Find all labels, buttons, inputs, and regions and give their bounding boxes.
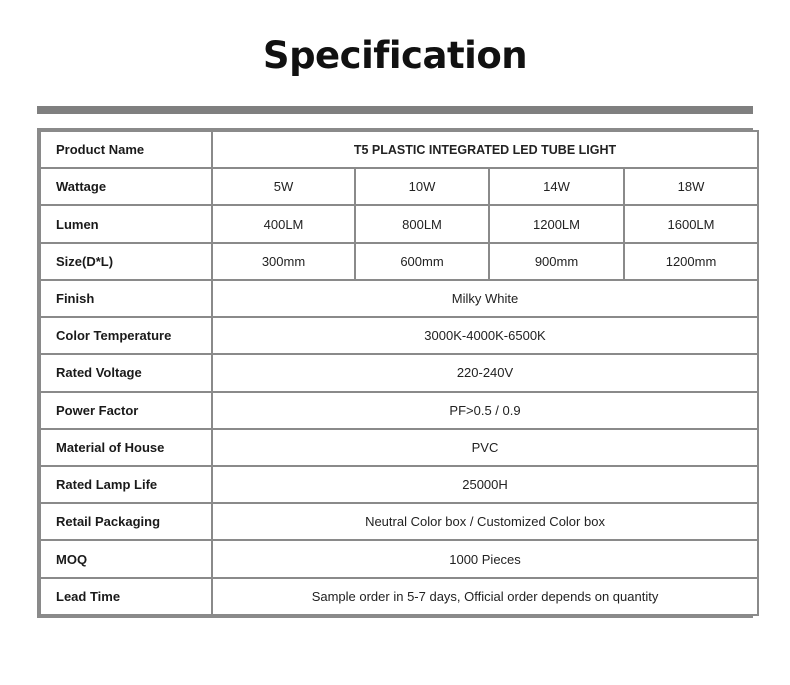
spec-table-frame <box>37 128 753 618</box>
size-cell: 900mm <box>490 244 623 279</box>
table-row-rated-voltage <box>41 355 757 390</box>
table-row-product-name <box>41 132 757 167</box>
table-row-lead-time <box>41 579 757 614</box>
table-row-power-factor <box>41 393 757 428</box>
lumen-cell: 400LM <box>213 206 354 241</box>
packaging-value: Neutral Color box / Customized Color box <box>213 504 757 539</box>
lamp-life-value: 25000H <box>213 467 757 502</box>
row-label: Rated Lamp Life <box>41 467 211 502</box>
row-label: MOQ <box>41 541 211 576</box>
lumen-cell: 800LM <box>356 206 488 241</box>
row-label: Size(D*L) <box>41 244 211 279</box>
moq-value: 1000 Pieces <box>213 541 757 576</box>
table-row-material <box>41 430 757 465</box>
wattage-cell: 5W <box>213 169 354 204</box>
row-label: Retail Packaging <box>41 504 211 539</box>
row-label: Finish <box>41 281 211 316</box>
row-label: Material of House <box>41 430 211 465</box>
row-label: Rated Voltage <box>41 355 211 390</box>
page-title: Specification <box>262 34 528 77</box>
wattage-cell: 10W <box>356 169 488 204</box>
material-value: PVC <box>213 430 757 465</box>
color-temperature-value: 3000K-4000K-6500K <box>213 318 757 353</box>
row-label: Product Name <box>41 132 211 167</box>
title-divider <box>37 106 753 114</box>
rated-voltage-value: 220-240V <box>213 355 757 390</box>
wattage-cell: 18W <box>625 169 757 204</box>
table-row-color-temperature <box>41 318 757 353</box>
size-cell: 600mm <box>356 244 488 279</box>
lead-time-value: Sample order in 5-7 days, Official order depends on quantity <box>213 579 757 614</box>
lumen-cell: 1600LM <box>625 206 757 241</box>
table-row-lumen <box>41 206 757 241</box>
table-row-size <box>41 244 757 279</box>
row-label: Color Temperature <box>41 318 211 353</box>
row-label: Power Factor <box>41 393 211 428</box>
row-label: Lumen <box>41 206 211 241</box>
row-label: Wattage <box>41 169 211 204</box>
lumen-cell: 1200LM <box>490 206 623 241</box>
table-row-wattage <box>41 169 757 204</box>
spec-table <box>39 130 759 616</box>
size-cell: 300mm <box>213 244 354 279</box>
table-row-moq <box>41 541 757 576</box>
row-label: Lead Time <box>41 579 211 614</box>
power-factor-value: PF>0.5 / 0.9 <box>213 393 757 428</box>
table-row-lamp-life <box>41 467 757 502</box>
table-row-packaging <box>41 504 757 539</box>
wattage-cell: 14W <box>490 169 623 204</box>
table-row-finish <box>41 281 757 316</box>
size-cell: 1200mm <box>625 244 757 279</box>
finish-value: Milky White <box>213 281 757 316</box>
product-name-value: T5 PLASTIC INTEGRATED LED TUBE LIGHT <box>213 132 757 167</box>
